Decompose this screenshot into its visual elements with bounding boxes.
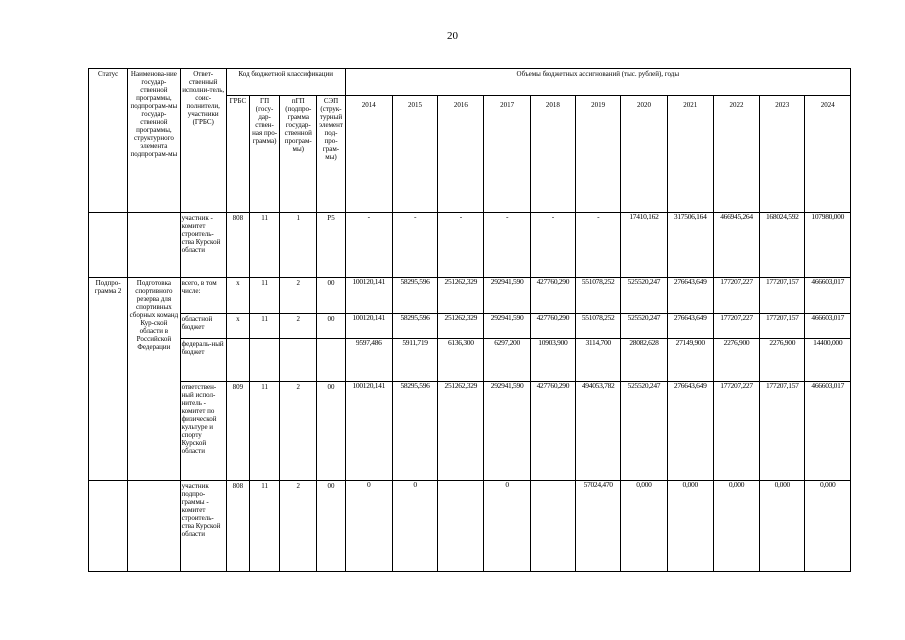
header-year: 2018 bbox=[530, 96, 575, 213]
value-cell: 494053,782 bbox=[576, 382, 621, 481]
value-cell: 58295,596 bbox=[392, 382, 437, 481]
value-cell: 28082,628 bbox=[621, 339, 667, 382]
header-year: 2021 bbox=[667, 96, 713, 213]
value-cell: 251262,329 bbox=[438, 314, 484, 339]
value-cell: 427760,290 bbox=[530, 278, 575, 314]
header-year: 2015 bbox=[392, 96, 437, 213]
value-cell: 0,000 bbox=[621, 481, 667, 572]
value-cell: 466603,017 bbox=[805, 382, 851, 481]
value-cell: 6297,200 bbox=[484, 339, 530, 382]
value-cell: 107980,000 bbox=[805, 213, 851, 278]
header-volume-group: Объемы бюджетных ассигнований (тыс. рублей), годы bbox=[345, 69, 850, 96]
sep-cell: Р5 bbox=[317, 213, 345, 278]
sep-cell: 00 bbox=[317, 314, 345, 339]
status-cell bbox=[89, 481, 128, 572]
value-cell: 177207,157 bbox=[760, 382, 805, 481]
value-cell bbox=[530, 481, 575, 572]
value-cell: 0 bbox=[345, 481, 392, 572]
value-cell: 0,000 bbox=[805, 481, 851, 572]
header-code-group: Код бюджетной классификации bbox=[226, 69, 345, 96]
value-cell: 251262,329 bbox=[438, 278, 484, 314]
responsible-cell: участник подпро-граммы - комитет строитель-ства Курской области bbox=[180, 481, 226, 572]
value-cell: 427760,290 bbox=[530, 314, 575, 339]
table-row bbox=[89, 339, 851, 382]
header-gp: ГП (госу-дар-ствен-ная про-грамма) bbox=[249, 96, 279, 213]
table-row bbox=[89, 382, 851, 481]
value-cell: 525520,247 bbox=[621, 382, 667, 481]
value-cell: - bbox=[484, 213, 530, 278]
sep-cell: 00 bbox=[317, 278, 345, 314]
value-cell: 168024,592 bbox=[760, 213, 805, 278]
gp-cell: 11 bbox=[249, 314, 279, 339]
table-row bbox=[89, 213, 851, 278]
table-row bbox=[89, 314, 851, 339]
gp-cell: 11 bbox=[249, 382, 279, 481]
value-cell: 0 bbox=[392, 481, 437, 572]
value-cell: 276643,649 bbox=[667, 278, 713, 314]
pgp-cell: 2 bbox=[280, 278, 317, 314]
value-cell: 0,000 bbox=[713, 481, 759, 572]
pgp-cell bbox=[280, 339, 317, 382]
pgp-cell: 1 bbox=[280, 213, 317, 278]
value-cell: 292941,590 bbox=[484, 382, 530, 481]
responsible-cell: ответствен-ный испол-нитель - комитет по физической культуре и спорту Курской области bbox=[180, 382, 226, 481]
sep-cell: 00 bbox=[317, 481, 345, 572]
name-cell: Подготовка спортивного резерва для спортивных сборных команд Кур-ской области в Российской Федерации bbox=[128, 278, 180, 481]
value-cell: 292941,590 bbox=[484, 314, 530, 339]
header-year: 2022 bbox=[713, 96, 759, 213]
value-cell: 525520,247 bbox=[621, 314, 667, 339]
value-cell: 58295,596 bbox=[392, 278, 437, 314]
header-status: Статус bbox=[89, 69, 128, 213]
value-cell: 100120,141 bbox=[345, 382, 392, 481]
header-grbs: ГРБС bbox=[226, 96, 249, 213]
grbs-cell: 808 bbox=[226, 213, 249, 278]
value-cell: 58295,596 bbox=[392, 314, 437, 339]
pgp-cell: 2 bbox=[280, 382, 317, 481]
value-cell: - bbox=[576, 213, 621, 278]
responsible-cell: областной бюджет bbox=[180, 314, 226, 339]
value-cell: 551078,252 bbox=[576, 278, 621, 314]
value-cell: 2276,900 bbox=[760, 339, 805, 382]
responsible-cell: участник - комитет строитель-ства Курской области bbox=[180, 213, 226, 278]
header-year: 2019 bbox=[576, 96, 621, 213]
name-cell bbox=[128, 213, 180, 278]
value-cell: 57024,470 bbox=[576, 481, 621, 572]
responsible-cell: всего, в том числе: bbox=[180, 278, 226, 314]
grbs-cell: 808 bbox=[226, 481, 249, 572]
value-cell: 2276,900 bbox=[713, 339, 759, 382]
gp-cell: 11 bbox=[249, 278, 279, 314]
header-year: 2024 bbox=[805, 96, 851, 213]
header-responsible: Ответ-ственный исполни-тель, соис-полнители, участники (ГРБС) bbox=[180, 69, 226, 213]
header-year: 2016 bbox=[438, 96, 484, 213]
value-cell: 466603,017 bbox=[805, 314, 851, 339]
table-row bbox=[89, 278, 851, 314]
responsible-cell: федераль-ный бюджет bbox=[180, 339, 226, 382]
value-cell: 177207,157 bbox=[760, 278, 805, 314]
header-year: 2023 bbox=[760, 96, 805, 213]
value-cell: 177207,157 bbox=[760, 314, 805, 339]
name-cell bbox=[128, 481, 180, 572]
header-year: 2017 bbox=[484, 96, 530, 213]
value-cell: 276643,649 bbox=[667, 382, 713, 481]
value-cell: 14400,000 bbox=[805, 339, 851, 382]
budget-table bbox=[88, 68, 851, 572]
value-cell: - bbox=[530, 213, 575, 278]
value-cell: 5911,719 bbox=[392, 339, 437, 382]
header-row-1 bbox=[89, 69, 851, 96]
value-cell: 0 bbox=[484, 481, 530, 572]
value-cell: - bbox=[438, 213, 484, 278]
header-sep: СЭП (струк-турный элемент под-про-грам-мы) bbox=[317, 96, 345, 213]
value-cell: 177207,227 bbox=[713, 382, 759, 481]
value-cell: 466945,264 bbox=[713, 213, 759, 278]
value-cell: 251262,329 bbox=[438, 382, 484, 481]
sep-cell bbox=[317, 339, 345, 382]
value-cell: 6136,300 bbox=[438, 339, 484, 382]
header-year: 2014 bbox=[345, 96, 392, 213]
pgp-cell: 2 bbox=[280, 481, 317, 572]
header-pgp: пГП (подпро-грамма государ-ственной програм-мы) bbox=[280, 96, 317, 213]
value-cell: 317506,164 bbox=[667, 213, 713, 278]
value-cell: 27149,900 bbox=[667, 339, 713, 382]
value-cell: 551078,252 bbox=[576, 314, 621, 339]
value-cell: 0,000 bbox=[760, 481, 805, 572]
sep-cell: 00 bbox=[317, 382, 345, 481]
gp-cell: 11 bbox=[249, 213, 279, 278]
grbs-cell: х bbox=[226, 278, 249, 314]
value-cell: 100120,141 bbox=[345, 278, 392, 314]
value-cell: 10903,900 bbox=[530, 339, 575, 382]
page-number: 20 bbox=[447, 30, 458, 42]
grbs-cell: х bbox=[226, 314, 249, 339]
pgp-cell: 2 bbox=[280, 314, 317, 339]
value-cell: - bbox=[345, 213, 392, 278]
value-cell: 466603,017 bbox=[805, 278, 851, 314]
value-cell: 3114,700 bbox=[576, 339, 621, 382]
value-cell: - bbox=[392, 213, 437, 278]
grbs-cell: 809 bbox=[226, 382, 249, 481]
status-cell bbox=[89, 213, 128, 278]
value-cell: 292941,590 bbox=[484, 278, 530, 314]
value-cell: 177207,227 bbox=[713, 314, 759, 339]
value-cell: 177207,227 bbox=[713, 278, 759, 314]
grbs-cell bbox=[226, 339, 249, 382]
gp-cell bbox=[249, 339, 279, 382]
value-cell: 0,000 bbox=[667, 481, 713, 572]
value-cell: 276643,649 bbox=[667, 314, 713, 339]
value-cell: 9597,486 bbox=[345, 339, 392, 382]
value-cell: 100120,141 bbox=[345, 314, 392, 339]
header-name: Наименова-ние государ-ственной программы, подпрограм-мы государ-ственной программы, структурного элемента подпрограм-мы bbox=[128, 69, 180, 213]
status-cell: Подпро-грамма 2 bbox=[89, 278, 128, 481]
table-row bbox=[89, 481, 851, 572]
header-year: 2020 bbox=[621, 96, 667, 213]
gp-cell: 11 bbox=[249, 481, 279, 572]
value-cell: 427760,290 bbox=[530, 382, 575, 481]
value-cell bbox=[438, 481, 484, 572]
value-cell: 525520,247 bbox=[621, 278, 667, 314]
value-cell: 17410,162 bbox=[621, 213, 667, 278]
